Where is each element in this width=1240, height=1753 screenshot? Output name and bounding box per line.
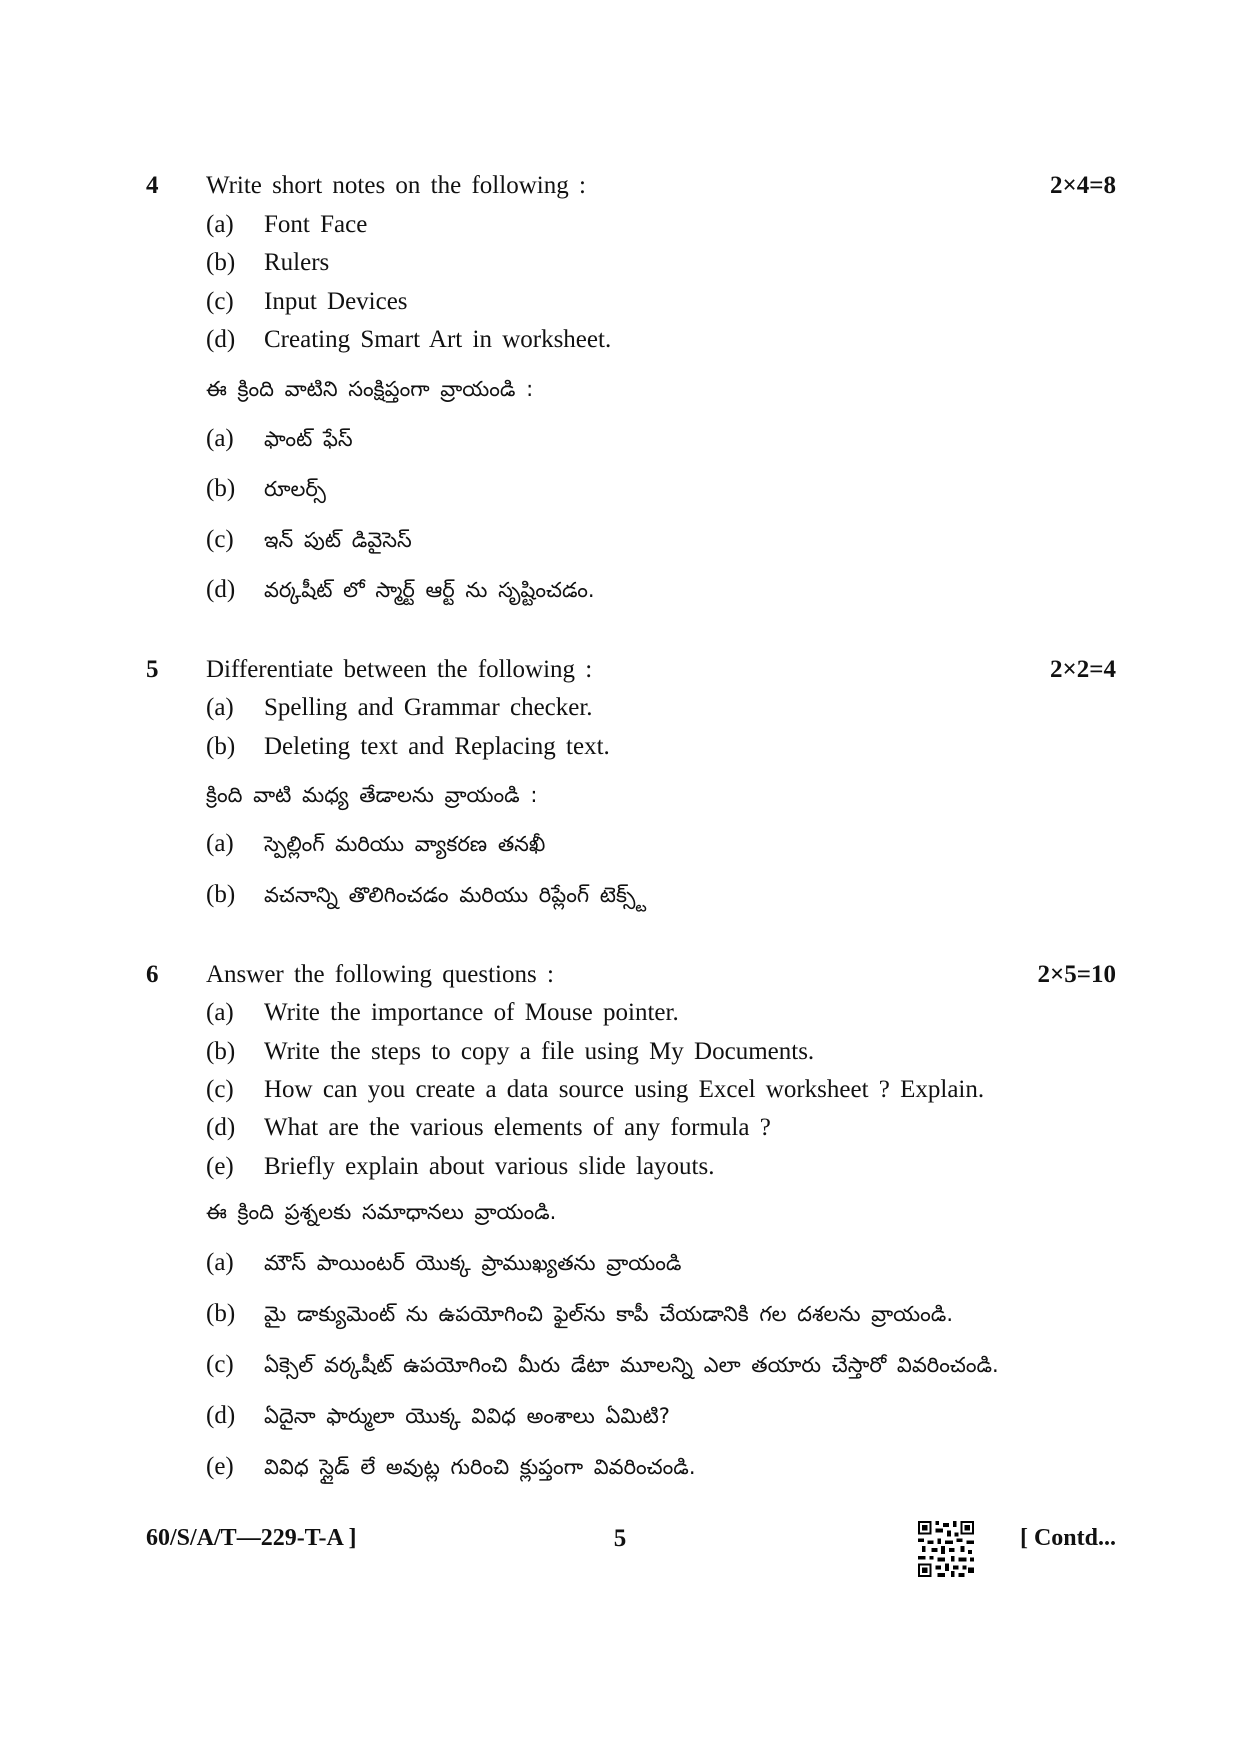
option-a: (a) Spelling and Grammar checker. <box>206 694 593 721</box>
paper-code: 60/S/A/T—229-T-A ] <box>146 1525 357 1551</box>
option-d: (d) Creating Smart Art in worksheet. <box>206 326 612 353</box>
question-number: 5 <box>146 656 159 683</box>
option-c: (c) How can you create a data source using Excel worksheet ? Explain. <box>206 1076 985 1103</box>
option-e: (e) Briefly explain about various slide layouts. <box>206 1153 715 1180</box>
telugu-option-b: (b) రూలర్స్ <box>206 475 326 502</box>
telugu-option-a: (a) ఫాంట్ ఫేస్ <box>206 425 353 452</box>
question-text: Write short notes on the following : <box>206 172 586 199</box>
telugu-option-c: (c) ఏక్సెల్ వర్కషీట్ ఉపయోగించి మీరు డేటా మూలన్ని ఎలా తయారు చేస్తారో వివరించండి. <box>206 1351 999 1378</box>
telugu-option-c: (c) ఇన్ పుట్ డివైసెస్ <box>206 526 412 553</box>
option-a: (a) Font Face <box>206 211 368 238</box>
question-text: Differentiate between the following : <box>206 656 593 683</box>
telugu-prompt: క్రింది వాటి మధ్య తేడాలను వ్రాయండి : <box>206 783 538 807</box>
option-c: (c) Input Devices <box>206 288 408 315</box>
telugu-option-d: (d) వర్కషీట్ లో స్మార్ట్ ఆర్ట్ ను సృష్టించడం. <box>206 576 595 603</box>
telugu-option-a: (a) స్పెల్లింగ్ మరియు వ్యాకరణ తనఖీ <box>206 830 546 857</box>
question-marks: 2×5=10 <box>1037 961 1116 988</box>
question-text: Answer the following questions : <box>206 961 554 988</box>
option-a: (a) Write the importance of Mouse pointer. <box>206 999 679 1026</box>
page-footer <box>0 1525 1240 1565</box>
option-d: (d) What are the various elements of any formula ? <box>206 1114 771 1141</box>
question-marks: 2×4=8 <box>1050 172 1116 199</box>
continued-label: [ Contd... <box>1019 1525 1116 1551</box>
question-number: 4 <box>146 172 159 199</box>
option-b: (b) Deleting text and Replacing text. <box>206 733 610 760</box>
question-marks: 2×2=4 <box>1050 656 1116 683</box>
option-b: (b) Write the steps to copy a file using My Documents. <box>206 1038 815 1065</box>
page-number: 5 <box>613 1525 627 1552</box>
telugu-option-b: (b) వచనాన్ని తొలిగించడం మరియు రిప్లేంగ్ టెక్స్ట్ <box>206 881 647 908</box>
telugu-option-e: (e) వివిధ స్లైడ్ లే అవుట్ల గురించి క్లుప్తంగా వివరించండి. <box>206 1453 696 1480</box>
telugu-prompt: ఈ క్రింది వాటిని సంక్షిప్తంగా వ్రాయండి : <box>206 377 534 401</box>
question-number: 6 <box>146 961 159 988</box>
qr-code-icon <box>918 1521 974 1577</box>
telugu-option-a: (a) మౌస్ పాయింటర్ యొక్క ప్రాముఖ్యతను వ్రాయండి <box>206 1249 682 1276</box>
telugu-prompt: ఈ క్రింది ప్రశ్నలకు సమాధానలు వ్రాయండి. <box>206 1200 557 1224</box>
option-b: (b) Rulers <box>206 249 330 276</box>
telugu-option-b: (b) మై డాక్యుమెంట్ ను ఉపయోగించి ఫైల్‌ను కాపీ చేయడానికి గల దశలను వ్రాయండి. <box>206 1300 954 1327</box>
telugu-option-d: (d) ఏదైనా ఫార్ములా యొక్క వివిధ అంశాలు ఏమిటి? <box>206 1402 670 1429</box>
